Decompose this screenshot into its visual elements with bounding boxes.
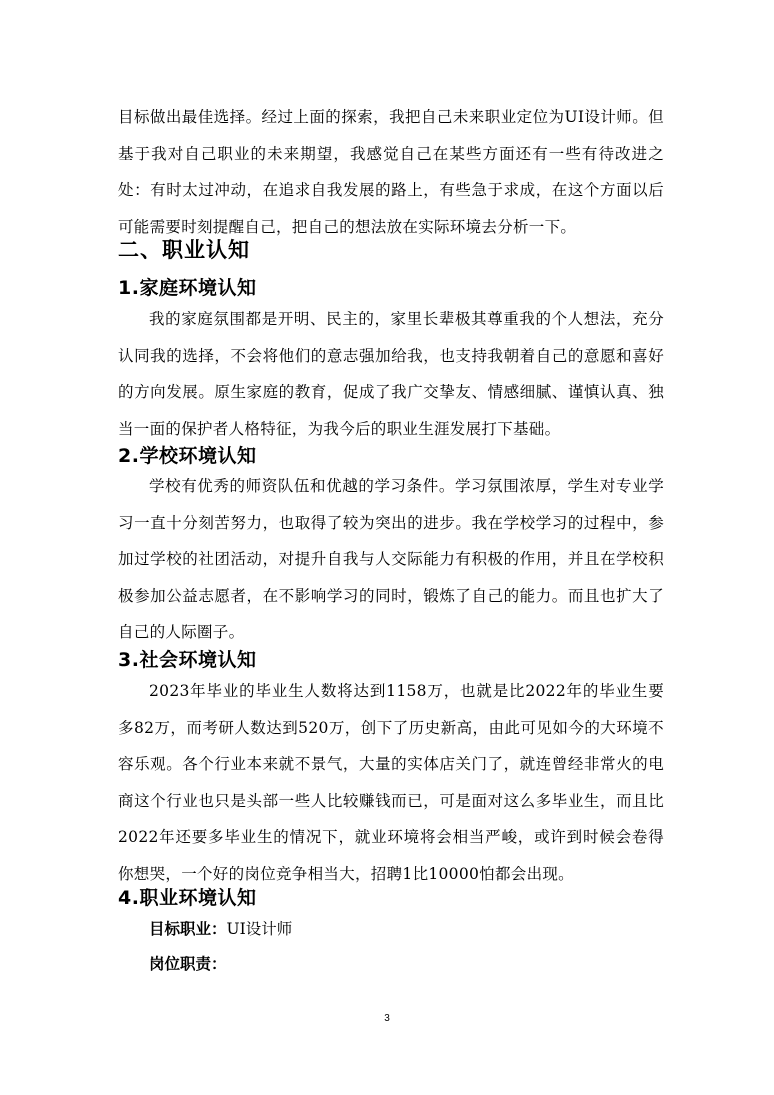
society-heading: 3.社会环境认知 [118, 649, 257, 671]
target-career-line [149, 917, 292, 939]
school-paragraph: 学校有优秀的师资队伍和优越的学习条件。学习氛围浓厚，学生对专业学习一直十分刻苦努力，也取得了较为突出的进步。我在学校学习的过程中，参加过学校的社团活动，对提升自我与人交际能力有积极的作用，并且在学校积极参加公益志愿者，在不影响学习的同时，锻炼了自己的能力。而且也扩大了自己的人际圈子。 [118, 477, 664, 641]
family-paragraph: 我的家庭氛围都是开明、民主的，家里长辈极其尊重我的个人想法，充分认同我的选择，不会将他们的意志强加给我，也支持我朝着自己的意愿和喜好的方向发展。原生家庭的教育，促成了我广交挚友、情感细腻、谨慎认真、独当一面的保护者人格特征，为我今后的职业生涯发展打下基础。 [118, 310, 664, 438]
career-heading: 4.职业环境认知 [118, 887, 257, 909]
page-number: 3 [384, 1013, 390, 1024]
duty-label: 岗位职责： [149, 955, 227, 973]
society-paragraph: 2023年毕业的毕业生人数将达到1158万，也就是比2022年的毕业生要多82万，而考研人数达到520万，创下了历史新高，由此可见如今的大环境不容乐观。各个行业本来就不景气，大量的实体店关门了，就连曾经非常火的电商这个行业也只是头部一些人比较赚钱而已，可是面对这么多毕业生，而且比2022年还要多毕业生的情况下，就业环境将会相当严峻，或许到时候会卷得你想哭，一个好的岗位竞争相当大，招聘1比10000怕都会出现。 [118, 682, 664, 883]
section-heading: 二、职业认知 [118, 238, 250, 262]
family-heading: 1.家庭环境认知 [118, 277, 257, 299]
target-career-label: 目标职业： [149, 920, 227, 938]
target-career-value: UI设计师 [226, 920, 293, 938]
school-heading: 2.学校环境认知 [118, 445, 257, 467]
intro-paragraph: 目标做出最佳选择。经过上面的探索，我把自己未来职业定位为UI设计师。但基于我对自己职业的未来期望，我感觉自己在某些方面还有一些有待改进之处：有时太过冲动，在追求自我发展的路上，有些急于求成，在这个方面以后可能需要时刻提醒自己，把自己的想法放在实际环境去分析一下。 [118, 108, 664, 236]
